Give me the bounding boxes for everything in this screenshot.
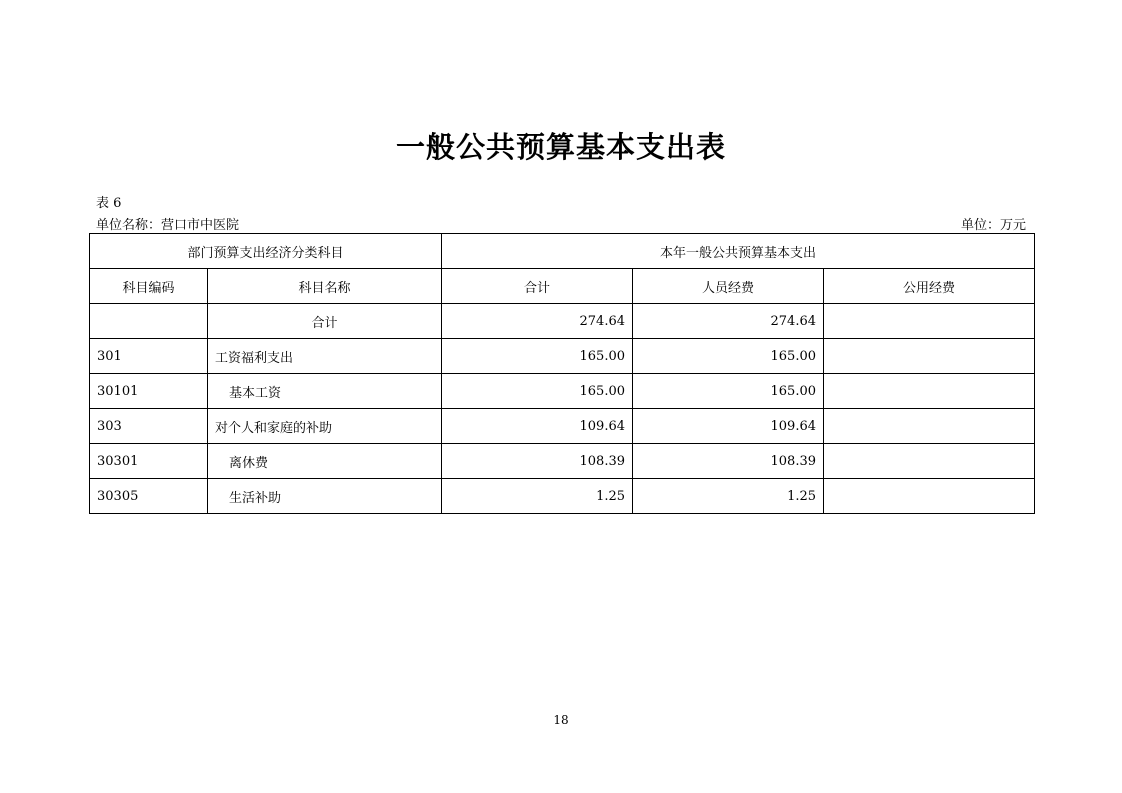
page-number: 18 — [553, 713, 569, 727]
cell-name: 对个人和家庭的补助 — [208, 409, 442, 444]
cell-total: 1.25 — [442, 479, 633, 514]
header-row-group — [90, 234, 1035, 269]
header-code: 科目编码 — [90, 269, 208, 304]
cell-public — [824, 374, 1035, 409]
header-name: 科目名称 — [208, 269, 442, 304]
cell-personnel: 109.64 — [633, 409, 824, 444]
cell-code: 303 — [90, 409, 208, 444]
unit-name: 单位名称：营口市中医院 — [96, 218, 240, 233]
header-personnel: 人员经费 — [633, 269, 824, 304]
cell-name: 基本工资 — [208, 374, 442, 409]
page-title: 一般公共预算基本支出表 — [395, 130, 726, 164]
header-public: 公用经费 — [824, 269, 1035, 304]
expenditure-table — [89, 233, 1035, 514]
cell-personnel: 165.00 — [633, 339, 824, 374]
cell-code: 301 — [90, 339, 208, 374]
cell-public — [824, 304, 1035, 339]
cell-total: 165.00 — [442, 374, 633, 409]
cell-personnel: 274.64 — [633, 304, 824, 339]
currency-unit: 单位：万元 — [960, 218, 1026, 233]
header-total: 合计 — [442, 269, 633, 304]
cell-name: 工资福利支出 — [208, 339, 442, 374]
table-row — [90, 479, 1035, 514]
cell-name: 离休费 — [208, 444, 442, 479]
cell-name: 生活补助 — [208, 479, 442, 514]
table-row — [90, 409, 1035, 444]
cell-code: 30301 — [90, 444, 208, 479]
cell-code — [90, 304, 208, 339]
header-expenditure-group: 本年一般公共预算基本支出 — [442, 234, 1035, 269]
cell-code: 30305 — [90, 479, 208, 514]
table-row — [90, 444, 1035, 479]
cell-code: 30101 — [90, 374, 208, 409]
cell-public — [824, 339, 1035, 374]
cell-personnel: 165.00 — [633, 374, 824, 409]
cell-public — [824, 409, 1035, 444]
cell-personnel: 1.25 — [633, 479, 824, 514]
cell-total: 165.00 — [442, 339, 633, 374]
table-row — [90, 304, 1035, 339]
cell-name: 合计 — [208, 304, 442, 339]
table-row — [90, 339, 1035, 374]
cell-total: 274.64 — [442, 304, 633, 339]
cell-public — [824, 479, 1035, 514]
cell-personnel: 108.39 — [633, 444, 824, 479]
cell-public — [824, 444, 1035, 479]
table-row — [90, 374, 1035, 409]
header-classification-group: 部门预算支出经济分类科目 — [90, 234, 442, 269]
table-number: 表 6 — [96, 196, 122, 211]
cell-total: 109.64 — [442, 409, 633, 444]
header-row-columns — [90, 269, 1035, 304]
cell-total: 108.39 — [442, 444, 633, 479]
